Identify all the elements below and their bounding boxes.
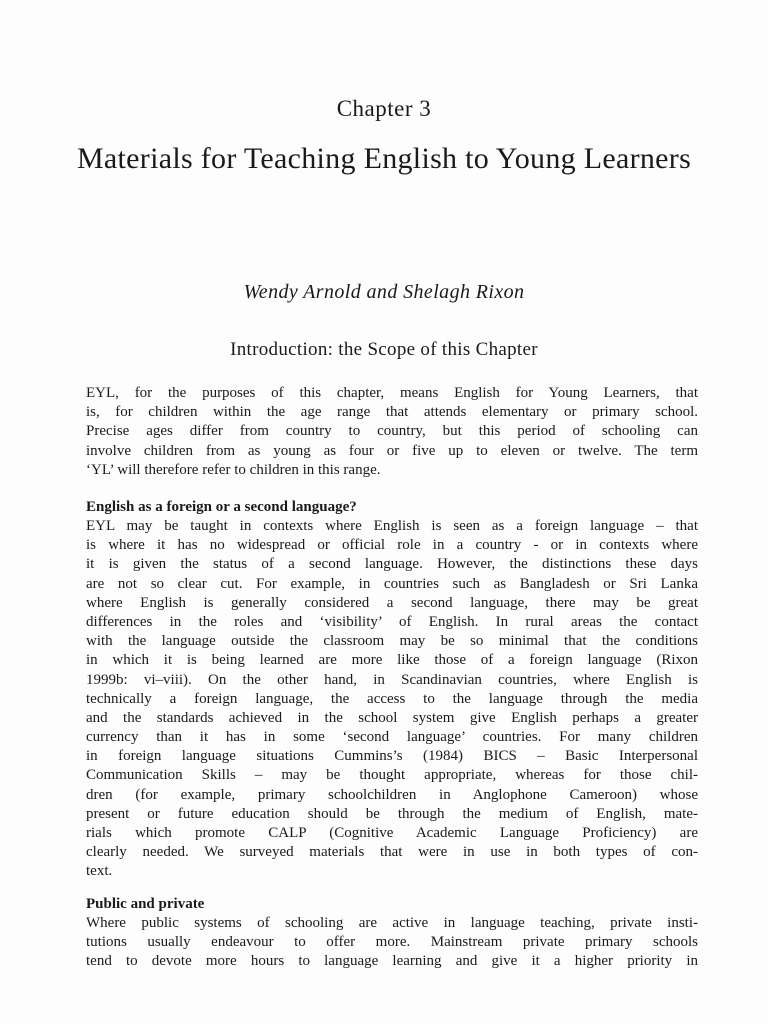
text-line: differences in the roles and ‘visibility’ of English. In rural areas the contact [86,613,698,630]
paragraph-public-and-private [86,914,698,972]
text-line: ‘YL’ will therefore refer to children in this range. [86,461,381,478]
text-line: rials which promote CALP (Cognitive Academic Language Proficiency) are [86,825,698,841]
chapter-number: Chapter 3 [336,96,432,121]
text-line: dren (for example, primary schoolchildren in Anglophone Cameroon) whose [86,786,698,803]
text-line: Where public systems of schooling are active in language teaching, private insti- [86,915,698,931]
text-line: with the language outside the classroom may be so minimal that the conditions [86,633,698,650]
text-line: in which it is being learned are more like those of a foreign language (Rixon [86,652,698,669]
paragraph-foreign-or-second-language [86,517,698,882]
subheading-foreign-or-second-language: English as a foreign or a second language? [86,499,357,515]
text-line: in foreign language situations Cummins’s (1984) BICS – Basic Interpersonal [86,748,698,765]
text-line: it is given the status of a second language. However, the distinctions these days [86,556,698,573]
text-line: Communication Skills – may be thought appropriate, whereas for those chil- [86,767,698,784]
text-line: and the standards achieved in the school system give English perhaps a greater [86,709,698,726]
text-line: technically a foreign language, the access to the language through the media [86,690,698,707]
text-line: clearly needed. We surveyed materials that were in use in both types of con- [86,844,698,861]
text-line: 1999b: vi–viii). On the other hand, in Scandinavian countries, where English is [86,671,698,688]
text-line: is, for children within the age range that attends elementary or primary school. [86,404,698,421]
text-line: currency than it has in some ‘second language’ countries. For many children [86,729,698,746]
chapter-title: Materials for Teaching English to Young Learners [76,142,692,175]
text-line: is where it has no widespread or official role in a country - or in contexts where [86,537,698,554]
section-heading-introduction: Introduction: the Scope of this Chapter [230,339,538,360]
paragraph-introduction [86,384,698,480]
subheading-public-and-private: Public and private [86,896,205,912]
text-line: EYL, for the purposes of this chapter, means English for Young Learners, that [86,385,698,401]
text-line: Precise ages differ from country to country, but this period of schooling can [86,423,698,440]
chapter-authors: Wendy Arnold and Shelagh Rixon [243,281,525,303]
text-line: present or future education should be through the medium of English, mate- [86,805,698,822]
text-line: where English is generally considered a second language, there may be great [86,594,698,611]
text-line: tutions usually endeavour to offer more. Mainstream private primary schools [86,934,698,951]
text-line: EYL may be taught in contexts where English is seen as a foreign language – that [86,518,698,534]
text-line: tend to devote more hours to language learning and give it a higher priority in [86,953,698,970]
text-line: involve children from as young as four or five up to eleven or twelve. The term [86,442,698,459]
text-line: text. [86,863,113,880]
text-line: are not so clear cut. For example, in countries such as Bangladesh or Sri Lanka [86,575,698,592]
